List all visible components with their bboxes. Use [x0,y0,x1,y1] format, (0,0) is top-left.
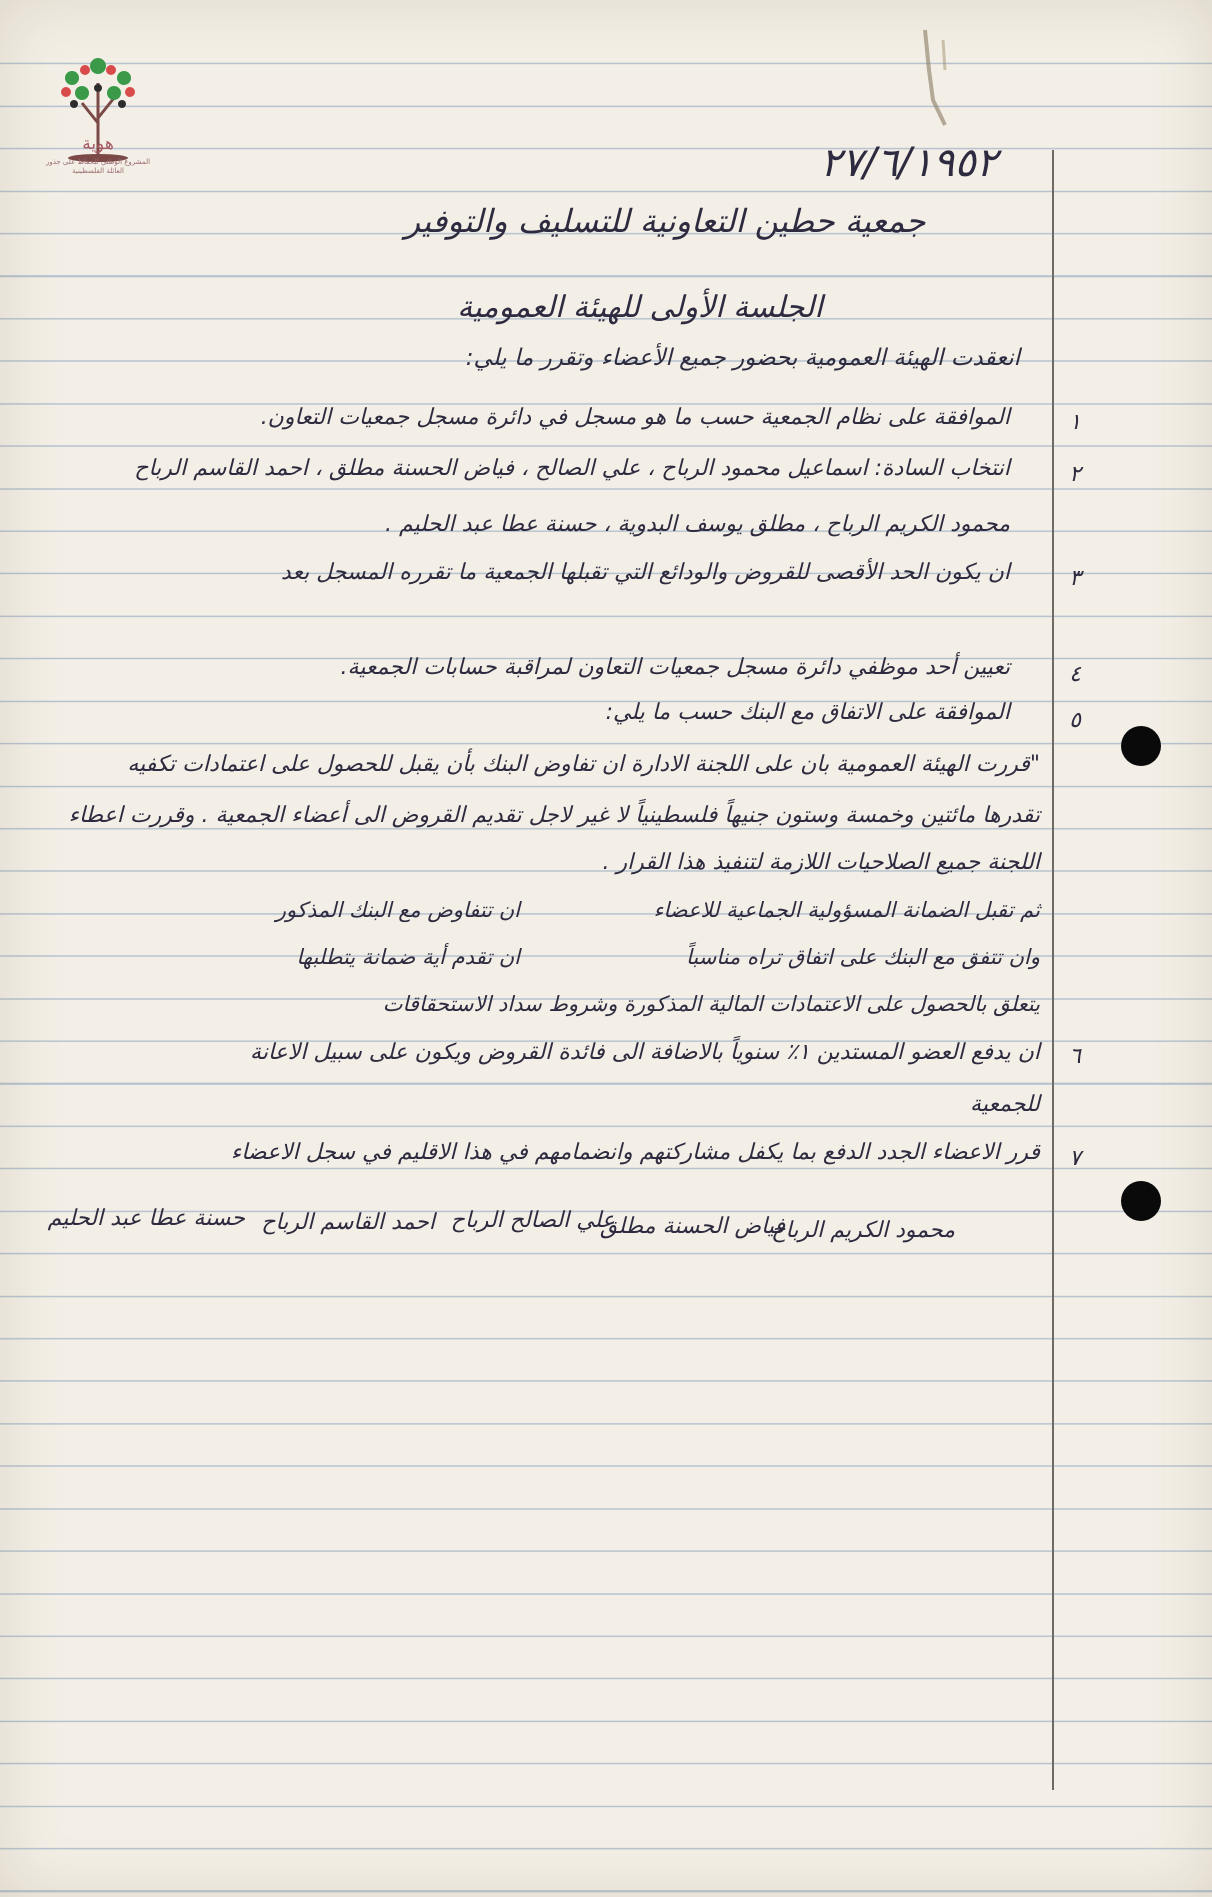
subclause-right: ثم تقبل الضمانة المسؤولية الجماعية للاعضاء [653,898,1040,922]
margin-rule [1052,150,1054,1790]
document-title: جمعية حطين التعاونية للتسليف والتوفير [404,202,926,240]
resolution-line: ان يكون الحد الأقصى للقروض والودائع التي تقبلها الجمعية ما تقرره المسجل بعد [280,560,1010,585]
punch-hole [1121,1181,1161,1221]
logo-caption: المشروع الوطني للحفاظ على جذور العائلة الفلسطينية [45,158,151,175]
resolution-line: للجمعية [970,1092,1040,1117]
signature: احمد القاسم الرباح [261,1210,435,1235]
resolution-line: تعيين أحد موظفي دائرة مسجل جمعيات التعاون لمراقبة حسابات الجمعية. [340,655,1010,680]
resolution-line: ان يدفع العضو المستدين ١٪ سنوياً بالاضافة الى فائدة القروض ويكون على سبيل الاعانة [250,1040,1040,1065]
document-date: ٢٧/٦/١٩٥٢ [820,140,998,186]
subclause-left: ان تقدم أية ضمانة يتطلبها [296,945,520,969]
resolution-line: تقدرها مائتين وخمسة وستون جنيهاً فلسطينياً لا غير لاجل تقديم القروض الى أعضاء الجمعية . وقررت اعطاء [68,803,1040,828]
resolution-line: محمود الكريم الرباح ، مطلق يوسف البدوية ، حسنة عطا عبد الحليم . [385,512,1010,537]
subclause-right: وان تتفق مع البنك على اتفاق تراه مناسباً [685,945,1040,969]
resolution-line: انتخاب السادة: اسماعيل محمود الرباح ، علي الصالح ، فياض الحسنة مطلق ، احمد القاسم الرباح [134,456,1010,481]
session-heading: الجلسة الأولى للهيئة العمومية [457,290,823,325]
signature: علي الصالح الرباح [450,1208,615,1233]
resolution-line: "قررت الهيئة العمومية بان على اللجنة الادارة ان تفاوض البنك بأن يقبل للحصول على اعتمادات تكفيه [127,752,1040,777]
session-intro: انعقدت الهيئة العمومية بحضور جميع الأعضاء وتقرر ما يلي: [465,345,1020,371]
item-number: ٤ [1069,662,1081,687]
item-number: ٦ [1069,1044,1081,1069]
resolution-line: الموافقة على الاتفاق مع البنك حسب ما يلي: [605,700,1010,725]
item-number: ٧ [1069,1146,1081,1171]
resolution-line: قرر الاعضاء الجدد الدفع بما يكفل مشاركتهم وانضمامهم في هذا الاقليم في سجل الاعضاء [230,1140,1040,1165]
paper-tear-mark-icon [915,30,955,130]
signatures-row [47,1196,955,1276]
resolution-line: اللجنة جميع الصلاحيات اللازمة لتنفيذ هذا القرار . [602,850,1040,875]
logo-wordmark: هوية [82,134,114,154]
item-number: ٣ [1069,566,1081,591]
subclause-line: يتعلق بالحصول على الاعتمادات المالية المذكورة وشروط سداد الاستحقاقات [382,992,1040,1016]
subclause-left: ان تتفاوض مع البنك المذكور [275,898,520,922]
item-number: ٥ [1069,708,1081,733]
signature: فياض الحسنة مطلق [600,1214,785,1239]
signature: حسنة عطا عبد الحليم [47,1206,245,1231]
punch-hole [1121,726,1161,766]
item-number: ١ [1069,410,1081,435]
item-number: ٢ [1069,462,1081,487]
resolution-line: الموافقة على نظام الجمعية حسب ما هو مسجل في دائرة مسجل جمعيات التعاون. [260,405,1010,430]
signature: محمود الكريم الرباح [771,1218,955,1243]
